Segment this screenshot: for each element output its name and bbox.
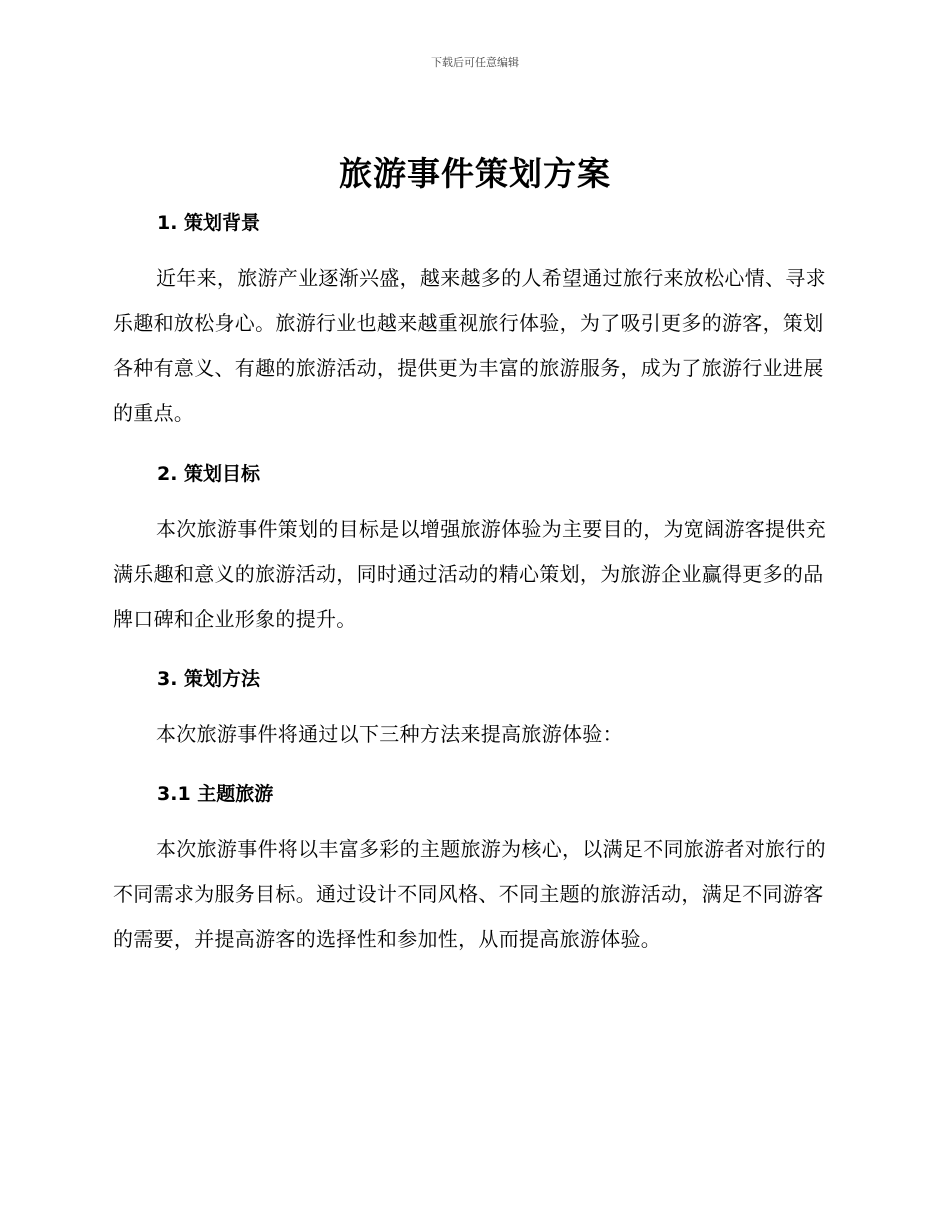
document-title: 旅游事件策划方案	[339, 154, 611, 193]
header-note: 下载后可任意编辑	[431, 56, 519, 69]
section-heading-method: 3. 策划方法	[157, 668, 261, 690]
section-paragraph-theme-travel: 本次旅游事件将以丰富多彩的主题旅游为核心，以满足不同旅游者对旅行的不同需求为服务目标。通过设计不同风格、不同主题的旅游活动，满足不同游客的需要，并提高游客的选择性和参加性，从而提高旅游体验。	[113, 837, 826, 951]
section-paragraph-background: 近年来，旅游产业逐渐兴盛，越来越多的人希望通过旅行来放松心情、寻求乐趣和放松身心。旅游行业也越来越重视旅行体验，为了吸引更多的游客，策划各种有意义、有趣的旅游活动，提供更为丰富的旅游服务，成为了旅游行业进展的重点。	[113, 266, 826, 425]
section-paragraph-method: 本次旅游事件将通过以下三种方法来提高旅游体验：	[156, 722, 623, 746]
section-heading-theme-travel: 3.1 主题旅游	[157, 783, 274, 805]
section-heading-goal: 2. 策划目标	[157, 463, 261, 485]
section-paragraph-goal: 本次旅游事件策划的目标是以增强旅游体验为主要目的，为宽阔游客提供充满乐趣和意义的旅游活动，同时通过活动的精心策划，为旅游企业赢得更多的品牌口碑和企业形象的提升。	[113, 517, 826, 631]
section-heading-background: 1. 策划背景	[157, 212, 261, 234]
